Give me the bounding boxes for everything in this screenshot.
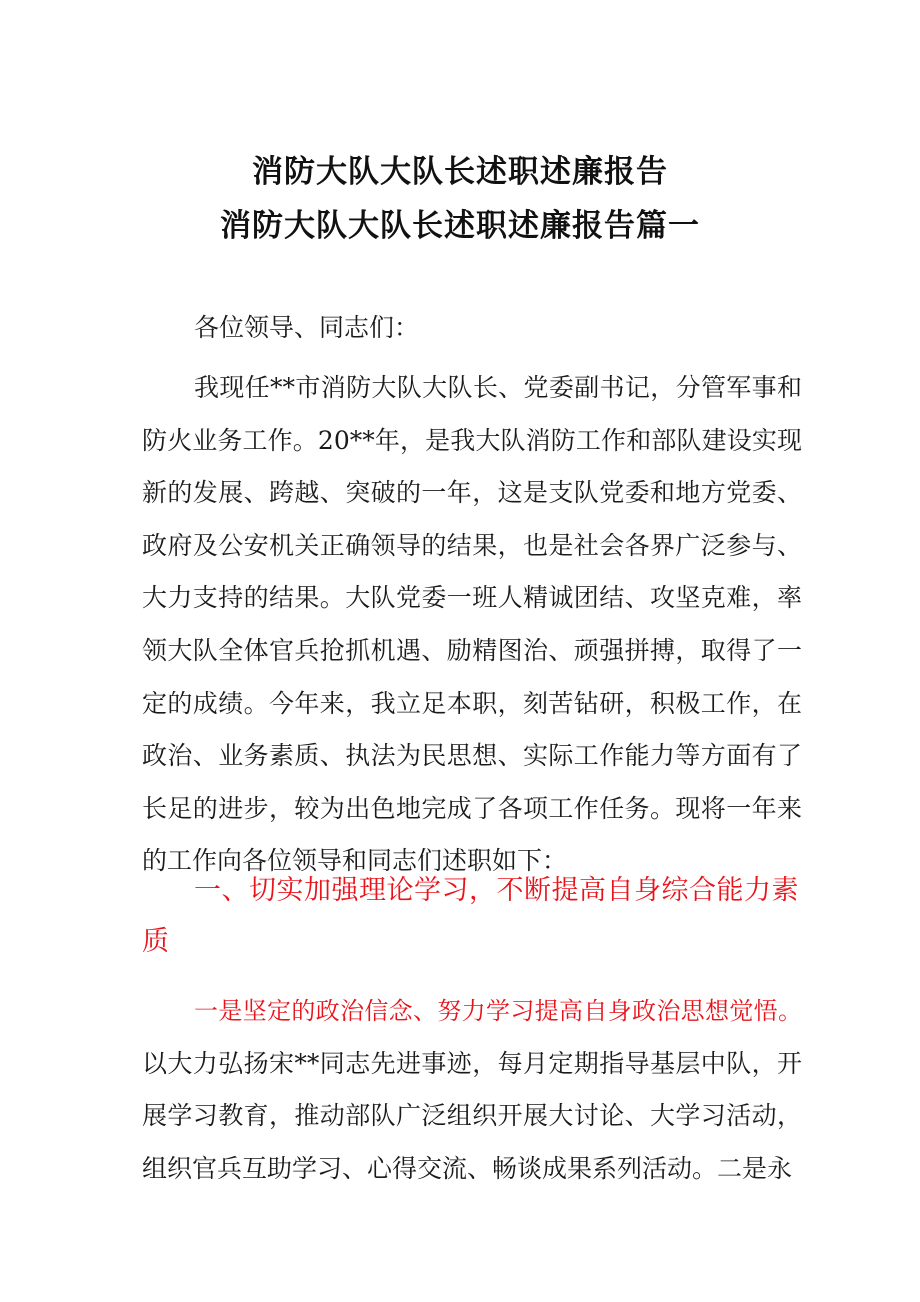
section-1-lead-sentence: 一是坚定的政治信念、努力学习提高自身政治思想觉悟。 (194, 997, 802, 1025)
section-1-heading: 一、切实加强理论学习，不断提高自身综合能力素质 (142, 875, 799, 957)
salutation: 各位领导、同志们： (194, 313, 420, 342)
section-1-paragraph (142, 985, 802, 1195)
intro-paragraph: 我现任**市消防大队大队长、党委副书记，分管军事和防火业务工作。20**年，是我大队消防工作和部队建设实现新的发展、跨越、突破的一年，这是支队党委和地方党委、政府及公安机关正确领导的结果，也是社会各界广泛参与、大力支持的结果。大队党委一班人精诚团结、攻坚克难，率领大队全体官兵抢抓机遇、励精图治、顽强拼搏，取得了一定的成绩。今年来，我立足本职，刻苦钻研，积极工作，在政治、业务素质、执法为民思想、实际工作能力等方面有了长足的进步，较为出色地完成了各项工作任务。现将一年来的工作向各位领导和同志们述职如下： (142, 373, 802, 876)
document-title: 消防大队大队长述职述廉报告 (252, 154, 668, 190)
section-1-text: 以大力弘扬宋**同志先进事迹，每月定期指导基层中队，开展学习教育，推动部队广泛组织开展大讨论、大学习活动，组织官兵互助学习、心得交流、畅谈成果系列活动。二是永 (142, 1048, 802, 1183)
document-subtitle: 消防大队大队长述职述廉报告篇一 (220, 208, 700, 244)
